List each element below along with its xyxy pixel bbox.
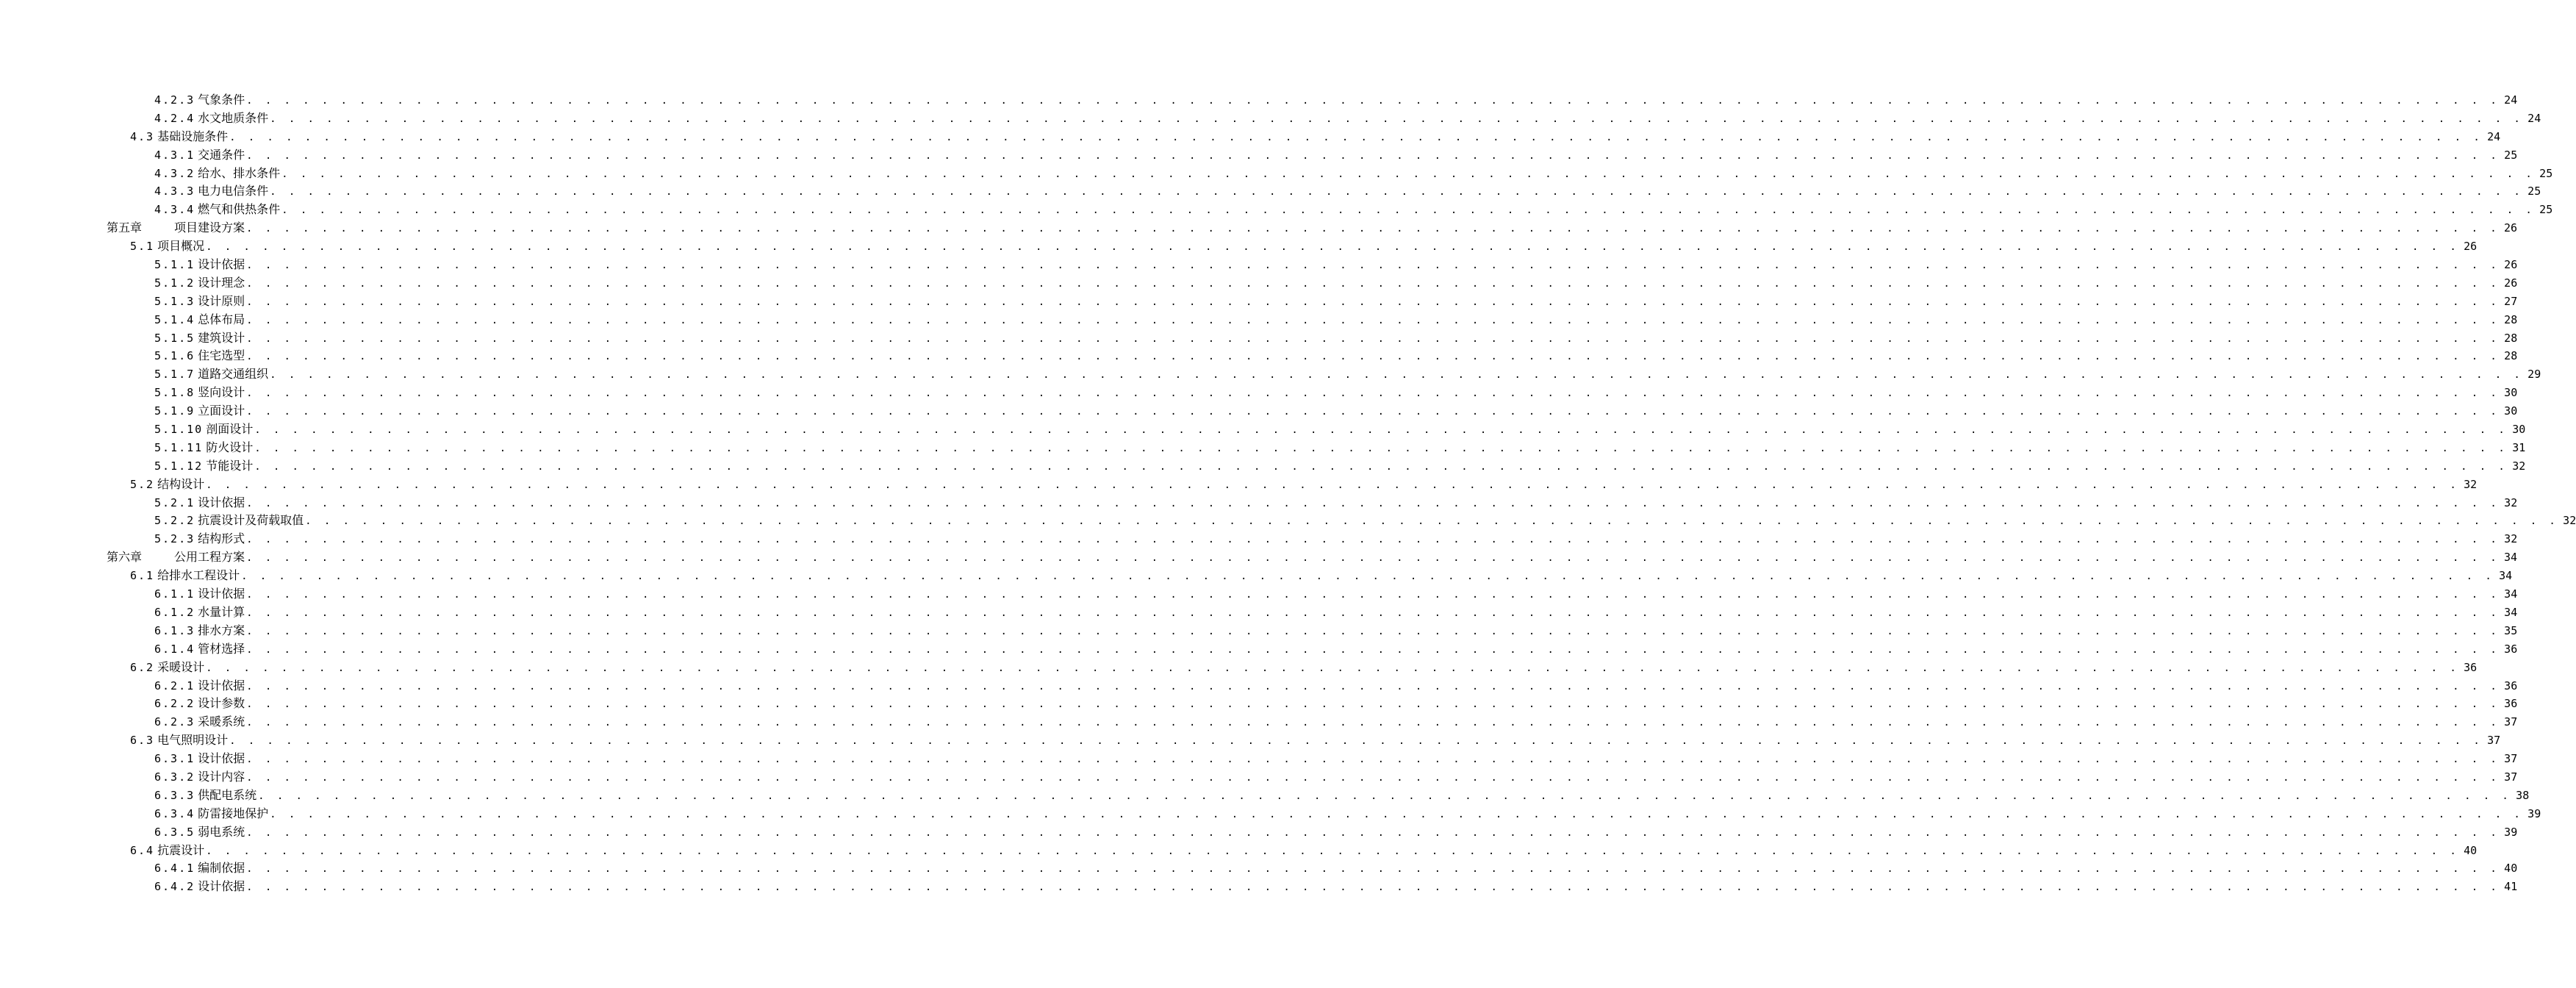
toc-entry-page: 32 (2512, 459, 2526, 473)
toc-dot-leader: . . . . . . . . . . . . . . . . . . . . . . . . . . . . . . . . . . . . . . . . . . . . . . . . . . . . . . . . . . . . . . . . . . . . . . . . . . . . . . . . . . . . . . . . . . . . . . . . . . . . . . . . . . . . . . . . . . . . . . . . (206, 845, 2460, 857)
toc-entry[interactable] (0, 384, 2518, 402)
toc-entry-title: 设计依据 (198, 587, 245, 601)
toc-entry-title: 竖向设计 (198, 385, 245, 400)
table-of-contents (0, 91, 2576, 896)
toc-dot-leader: . . . . . . . . . . . . . . . . . . . . . . . . . . . . . . . . . . . . . . . . . . . . . . . . . . . . . . . . . . . . . . . . . . . . . . . . . . . . . . . . . . . . . . . . . . . . . . . . . . . . . . . . . . . . . . . . . . . . . . . . (246, 881, 2500, 894)
toc-entry-number: 5.2.1 (154, 495, 195, 509)
toc-entry-page: 37 (2487, 734, 2501, 748)
toc-entry-number: 6.4 (130, 843, 155, 857)
toc-entry[interactable] (0, 823, 2518, 842)
toc-dot-leader: . . . . . . . . . . . . . . . . . . . . . . . . . . . . . . . . . . . . . . . . . . . . . . . . . . . . . . . . . . . . . . . . . . . . . . . . . . . . . . . . . . . . . . . . . . . . . . . . . . . . . . . . . . . . . . . . . . . . . . . . (270, 369, 2524, 382)
toc-entry[interactable] (0, 439, 2526, 457)
toc-entry-title: 节能设计 (206, 458, 254, 473)
toc-entry-line (154, 713, 2518, 731)
toc-entry-line (154, 768, 2518, 787)
toc-entry-line (154, 585, 2518, 604)
toc-entry-line (154, 677, 2518, 695)
toc-entry-title: 防雷接地保护 (198, 806, 269, 820)
toc-entry-line (154, 201, 2553, 219)
toc-entry-line (154, 274, 2518, 293)
toc-dot-leader: . . . . . . . . . . . . . . . . . . . . . . . . . . . . . . . . . . . . . . . . . . . . . . . . . . . . . . . . . . . . . . . . . . . . . . . . . . . . . . . . . . . . . . . . . . . . . . . . . . . . . . . . . . . . . . . . . . . . . . . . (246, 826, 2500, 839)
toc-entry-line (154, 878, 2518, 896)
toc-entry[interactable] (0, 585, 2518, 604)
toc-entry-title: 给排水工程设计 (157, 568, 240, 583)
toc-entry-number: 5.1.12 (154, 459, 204, 473)
toc-entry-line (130, 659, 2478, 677)
toc-entry-page: 30 (2512, 423, 2526, 437)
toc-dot-leader: . . . . . . . . . . . . . . . . . . . . . . . . . . . . . . . . . . . . . . . . . . . . . . . . . . . . . . . . . . . . . . . . . . . . . . . . . . . . . . . . . . . . . . . . . . . . . . . . . . . . . . . . . . . . . . . . . . . . . . . . (246, 625, 2500, 637)
toc-dot-leader: . . . . . . . . . . . . . . . . . . . . . . . . . . . . . . . . . . . . . . . . . . . . . . . . . . . . . . . . . . . . . . . . . . . . . . . . . . . . . . . . . . . . . . . . . . . . . . . . . . . . . . . . . . . . . . . . . . . . . . . . (206, 479, 2460, 491)
toc-dot-leader: . . . . . . . . . . . . . . . . . . . . . . . . . . . . . . . . . . . . . . . . . . . . . . . . . . . . . . . . . . . . . . . . . . . . . . . . . . . . . . . . . . . . . . . . . . . . . . . . . . . . . . . . . . . . . . . . . . . . . . . . (246, 387, 2500, 400)
toc-entry[interactable] (0, 201, 2553, 219)
toc-entry-number: 4.3 (130, 129, 155, 143)
toc-entry-page: 37 (2504, 752, 2518, 766)
toc-entry-title: 采暖设计 (157, 659, 205, 674)
toc-entry-number: 6.3.2 (154, 770, 195, 784)
toc-dot-leader: . . . . . . . . . . . . . . . . . . . . . . . . . . . . . . . . . . . . . . . . . . . . . . . . . . . . . . . . . . . . . . . . . . . . . . . . . . . . . . . . . . . . . . . . . . . . . . . . . . . . . . . . . . . . . . . . . . . . . . . . (246, 863, 2500, 876)
toc-entry[interactable] (0, 402, 2518, 420)
toc-entry-number: 6.1.3 (154, 623, 195, 637)
toc-entry-line (154, 347, 2518, 365)
toc-entry-title: 设计依据 (198, 257, 245, 272)
toc-entry-line (154, 91, 2518, 110)
toc-entry[interactable] (0, 750, 2518, 768)
toc-dot-leader: . . . . . . . . . . . . . . . . . . . . . . . . . . . . . . . . . . . . . . . . . . . . . . . . . . . . . . . . . . . . . . . . . . . . . . . . . . . . . . . . . . . . . . . . . . . . . . . . . . . . . . . . . . . . . . . . . . . . . . . . (246, 589, 2500, 601)
toc-entry-title: 抗震设计 (157, 842, 205, 857)
toc-dot-leader: . . . . . . . . . . . . . . . . . . . . . . . . . . . . . . . . . . . . . . . . . . . . . . . . . . . . . . . . . . . . . . . . . . . . . . . . . . . . . . . . . . . . . . . . . . . . . . . . . . . . . . . . . . . . . . . . . . . . . . . . (254, 442, 2508, 454)
toc-entry-title: 建筑设计 (198, 330, 245, 345)
toc-entry-line (154, 439, 2526, 457)
toc-entry-title: 项目建设方案 (174, 221, 245, 235)
toc-entry-number: 5.1.10 (154, 423, 204, 437)
toc-entry[interactable] (0, 293, 2518, 311)
toc-entry-number: 6.4.2 (154, 880, 195, 894)
toc-entry-number: 5.1.2 (154, 276, 195, 290)
toc-entry-title: 设计理念 (198, 275, 245, 290)
toc-entry-line (130, 237, 2478, 256)
toc-entry-title: 总体布局 (198, 312, 245, 326)
toc-entry-page: 24 (2527, 111, 2541, 125)
toc-entry-number: 5.1.6 (154, 349, 195, 363)
toc-entry[interactable] (0, 256, 2518, 274)
toc-entry-line (154, 494, 2518, 512)
toc-dot-leader: . . . . . . . . . . . . . . . . . . . . . . . . . . . . . . . . . . . . . . . . . . . . . . . . . . . . . . . . . . . . . . . . . . . . . . . . . . . . . . . . . . . . . . . . . . . . . . . . . . . . . . . . . . . . . . . . . . . . . . . . (246, 680, 2500, 692)
toc-entry[interactable] (0, 274, 2518, 293)
toc-entry-page: 28 (2504, 331, 2518, 345)
toc-entry-page: 36 (2504, 697, 2518, 711)
toc-entry-page: 40 (2464, 843, 2478, 857)
toc-dot-leader: . . . . . . . . . . . . . . . . . . . . . . . . . . . . . . . . . . . . . . . . . . . . . . . . . . . . . . . . . . . . . . . . . . . . . . . . . . . . . . . . . . . . . . . . . . . . . . . . . . . . . . . . . . . . . . . . . . . . . . . . (246, 296, 2500, 308)
toc-entry-line (130, 476, 2478, 494)
toc-entry[interactable] (0, 731, 2501, 750)
toc-entry-number: 6.1.2 (154, 605, 195, 619)
toc-dot-leader: . . . . . . . . . . . . . . . . . . . . . . . . . . . . . . . . . . . . . . . . . . . . . . . . . . . . . . . . . . . . . . . . . . . . . . . . . . . . . . . . . . . . . . . . . . . . . . . . . . . . . . . . . . . . . . . . . . . . . . . . (246, 552, 2500, 565)
toc-dot-leader: . . . . . . . . . . . . . . . . . . . . . . . . . . . . . . . . . . . . . . . . . . . . . . . . . . . . . . . . . . . . . . . . . . . . . . . . . . . . . . . . . . . . . . . . . . . . . . . . . . . . . . . . . . . . . . . . . . . . . . . . (246, 753, 2500, 766)
toc-entry-page: 24 (2487, 129, 2501, 143)
toc-entry[interactable] (0, 457, 2526, 476)
toc-entry-number: 5.1.8 (154, 386, 195, 400)
toc-entry-number: 第五章 (107, 221, 143, 235)
toc-entry-title: 水文地质条件 (198, 110, 269, 125)
toc-entry[interactable] (0, 365, 2541, 384)
toc-entry-title: 电气照明设计 (157, 733, 229, 748)
toc-dot-leader: . . . . . . . . . . . . . . . . . . . . . . . . . . . . . . . . . . . . . . . . . . . . . . . . . . . . . . . . . . . . . . . . . . . . . . . . . . . . . . . . . . . . . . . . . . . . . . . . . . . . . . . . . . . . . . . . . . . . . . . . (246, 332, 2500, 345)
toc-entry[interactable] (0, 420, 2526, 439)
toc-entry-line (154, 604, 2518, 622)
toc-entry-page: 34 (2499, 569, 2513, 583)
toc-entry-title: 供配电系统 (198, 787, 257, 802)
toc-entry-number: 5.1 (130, 240, 155, 254)
toc-dot-leader: . . . . . . . . . . . . . . . . . . . . . . . . . . . . . . . . . . . . . . . . . . . . . . . . . . . . . . . . . . . . . . . . . . . . . . . . . . . . . . . . . . . . . . . . . . . . . . . . . . . . . . . . . . . . . . . . . . . . . . . . (281, 168, 2536, 180)
toc-entry-number: 第六章 (107, 550, 143, 565)
toc-entry[interactable] (0, 805, 2541, 823)
toc-entry-title: 防火设计 (206, 440, 254, 454)
toc-entry-line (154, 512, 2576, 530)
toc-entry[interactable] (0, 677, 2518, 695)
toc-entry-line (154, 182, 2541, 201)
toc-entry-line (130, 731, 2501, 750)
toc-entry-page: 39 (2504, 825, 2518, 839)
toc-entry-page: 37 (2504, 770, 2518, 784)
toc-entry[interactable] (0, 128, 2501, 146)
toc-entry-title: 设计依据 (198, 495, 245, 509)
toc-dot-leader: . . . . . . . . . . . . . . . . . . . . . . . . . . . . . . . . . . . . . . . . . . . . . . . . . . . . . . . . . . . . . . . . . . . . . . . . . . . . . . . . . . . . . . . . . . . . . . . . . . . . . . . . . . . . . . . . . . . . . . . . (270, 112, 2524, 125)
toc-entry-page: 36 (2504, 642, 2518, 656)
toc-dot-leader: . . . . . . . . . . . . . . . . . . . . . . . . . . . . . . . . . . . . . . . . . . . . . . . . . . . . . . . . . . . . . . . . . . . . . . . . . . . . . . . . . . . . . . . . . . . . . . . . . . . . . . . . . . . . . . . . . . . . . . . . (241, 570, 2495, 583)
toc-entry-number: 6.4.1 (154, 862, 195, 876)
toc-entry[interactable] (0, 640, 2518, 659)
toc-entry-line (154, 805, 2541, 823)
toc-entry-page: 34 (2504, 551, 2518, 565)
toc-entry[interactable] (0, 859, 2518, 878)
toc-entry[interactable] (0, 622, 2518, 640)
toc-entry[interactable] (0, 713, 2518, 731)
toc-entry-line (130, 842, 2478, 860)
toc-entry[interactable] (0, 548, 2518, 567)
toc-entry-title: 立面设计 (198, 404, 245, 418)
toc-entry-title: 弱电系统 (198, 824, 245, 839)
toc-entry[interactable] (0, 219, 2518, 237)
toc-entry[interactable] (0, 182, 2541, 201)
toc-entry-line (154, 365, 2541, 384)
toc-entry[interactable] (0, 512, 2576, 530)
toc-entry-page: 26 (2504, 221, 2518, 235)
toc-dot-leader: . . . . . . . . . . . . . . . . . . . . . . . . . . . . . . . . . . . . . . . . . . . . . . . . . . . . . . . . . . . . . . . . . . . . . . . . . . . . . . . . . . . . . . . . . . . . . . . . . . . . . . . . . . . . . . . . . . . . . . . . (270, 808, 2524, 820)
toc-entry-title: 排水方案 (198, 623, 245, 637)
toc-entry-number: 6.1.1 (154, 587, 195, 601)
toc-dot-leader: . . . . . . . . . . . . . . . . . . . . . . . . . . . . . . . . . . . . . . . . . . . . . . . . . . . . . . . . . . . . . . . . . . . . . . . . . . . . . . . . . . . . . . . . . . . . . . . . . . . . . . . . . . . . . . . . . . . . . . . . (246, 771, 2500, 784)
toc-entry[interactable] (0, 476, 2478, 494)
toc-entry-page: 24 (2504, 93, 2518, 107)
toc-entry-title: 水量计算 (198, 604, 245, 619)
toc-entry[interactable] (0, 165, 2553, 183)
toc-entry-page: 34 (2504, 605, 2518, 619)
toc-entry-title: 公用工程方案 (174, 550, 245, 565)
toc-entry[interactable] (0, 347, 2518, 365)
toc-entry-title: 设计依据 (198, 751, 245, 766)
toc-dot-leader: . . . . . . . . . . . . . . . . . . . . . . . . . . . . . . . . . . . . . . . . . . . . . . . . . . . . . . . . . . . . . . . . . . . . . . . . . . . . . . . . . . . . . . . . . . . . . . . . . . . . . . . . . . . . . . . . . . . . . . . . (229, 131, 2483, 143)
toc-dot-leader: . . . . . . . . . . . . . . . . . . . . . . . . . . . . . . . . . . . . . . . . . . . . . . . . . . . . . . . . . . . . . . . . . . . . . . . . . . . . . . . . . . . . . . . . . . . . . . . . . . . . . . . . . . . . . . . . . . . . . . . . (229, 735, 2483, 748)
toc-entry-number: 6.3.5 (154, 825, 195, 839)
toc-dot-leader: . . . . . . . . . . . . . . . . . . . . . . . . . . . . . . . . . . . . . . . . . . . . . . . . . . . . . . . . . . . . . . . . . . . . . . . . . . . . . . . . . . . . . . . . . . . . . . . . . . . . . . . . . . . . . . . . . . . . . . . . (246, 606, 2500, 619)
toc-entry-page: 36 (2504, 679, 2518, 692)
toc-entry-title: 设计参数 (198, 696, 245, 711)
toc-dot-leader: . . . . . . . . . . . . . . . . . . . . . . . . . . . . . . . . . . . . . . . . . . . . . . . . . . . . . . . . . . . . . . . . . . . . . . . . . . . . . . . . . . . . . . . . . . . . . . . . . . . . . . . . . . . . . . . . . . . . . . . . (281, 204, 2536, 217)
toc-entry-number: 4.3.2 (154, 166, 195, 180)
toc-entry[interactable] (0, 329, 2518, 348)
toc-entry-line (154, 384, 2518, 402)
toc-entry-page: 32 (2504, 532, 2518, 546)
toc-entry-line (154, 859, 2518, 878)
toc-entry-page: 36 (2464, 660, 2478, 674)
toc-dot-leader: . . . . . . . . . . . . . . . . . . . . . . . . . . . . . . . . . . . . . . . . . . . . . . . . . . . . . . . . . . . . . . . . . . . . . . . . . . . . . . . . . . . . . . . . . . . . . . . . . . . . . . . . . . . . . . . . . . . . . . . . (254, 424, 2508, 437)
toc-entry[interactable] (0, 842, 2478, 860)
toc-entry-page: 32 (2563, 514, 2576, 528)
toc-entry[interactable] (0, 604, 2518, 622)
toc-dot-leader: . . . . . . . . . . . . . . . . . . . . . . . . . . . . . . . . . . . . . . . . . . . . . . . . . . . . . . . . . . . . . . . . . . . . . . . . . . . . . . . . . . . . . . . . . . . . . . . . . . . . . . . . . . . . . . . . . . . . . . . . (246, 717, 2500, 729)
toc-entry-line (154, 457, 2526, 476)
toc-dot-leader: . . . . . . . . . . . . . . . . . . . . . . . . . . . . . . . . . . . . . . . . . . . . . . . . . . . . . . . . . . . . . . . . . . . . . . . . . . . . . . . . . . . . . . . . . . . . . . . . . . . . . . . . . . . . . . . . . . . . . . . . (254, 460, 2508, 473)
toc-entry-line (154, 402, 2518, 420)
toc-entry-title: 采暖系统 (198, 715, 245, 729)
toc-entry[interactable] (0, 768, 2518, 787)
toc-entry-line (154, 622, 2518, 640)
toc-entry[interactable] (0, 311, 2518, 329)
toc-entry-page: 30 (2504, 404, 2518, 418)
toc-entry-page: 35 (2504, 623, 2518, 637)
toc-dot-leader: . . . . . . . . . . . . . . . . . . . . . . . . . . . . . . . . . . . . . . . . . . . . . . . . . . . . . . . . . . . . . . . . . . . . . . . . . . . . . . . . . . . . . . . . . . . . . . . . . . . . . . . . . . . . . . . . . . . . . . . . (246, 534, 2500, 546)
toc-entry-line (154, 695, 2518, 713)
toc-entry-number: 5.1.1 (154, 258, 195, 272)
toc-dot-leader: . . . . . . . . . . . . . . . . . . . . . . . . . . . . . . . . . . . . . . . . . . . . . . . . . . . . . . . . . . . . . . . . . . . . . . . . . . . . . . . . . . . . . . . . . . . . . . . . . . . . . . . . . . . . . . . . . . . . . . . . (246, 149, 2500, 162)
toc-entry[interactable] (0, 567, 2513, 585)
toc-entry-number: 4.2.4 (154, 111, 195, 125)
toc-entry[interactable] (0, 530, 2518, 548)
toc-entry-page: 32 (2464, 477, 2478, 491)
toc-entry-title: 气象条件 (198, 93, 245, 107)
toc-entry-page: 27 (2504, 294, 2518, 308)
toc-dot-leader: . . . . . . . . . . . . . . . . . . . . . . . . . . . . . . . . . . . . . . . . . . . . . . . . . . . . . . . . . . . . . . . . . . . . . . . . . . . . . . . . . . . . . . . . . . . . . . . . . . . . . . . . . . . . . . . . . . . . . . . . (246, 95, 2500, 107)
toc-entry-page: 40 (2504, 862, 2518, 876)
toc-entry-number: 4.3.1 (154, 148, 195, 162)
toc-entry-page: 26 (2464, 240, 2478, 254)
toc-entry[interactable] (0, 110, 2541, 128)
toc-entry-number: 6.3.3 (154, 788, 195, 802)
toc-dot-leader: . . . . . . . . . . . . . . . . . . . . . . . . . . . . . . . . . . . . . . . . . . . . . . . . . . . . . . . . . . . . . . . . . . . . . . . . . . . . . . . . . . . . . . . . . . . . . . . . . . . . . . . . . . . . . . . . . . . . . . . . (246, 277, 2500, 290)
toc-entry-line (107, 219, 2518, 237)
toc-entry[interactable] (0, 787, 2530, 805)
toc-entry-title: 编制依据 (198, 861, 245, 876)
toc-dot-leader: . . . . . . . . . . . . . . . . . . . . . . . . . . . . . . . . . . . . . . . . . . . . . . . . . . . . . . . . . . . . . . . . . . . . . . . . . . . . . . . . . . . . . . . . . . . . . . . . . . . . . . . . . . . . . . . . . . . . . . . . (206, 662, 2460, 674)
toc-entry-page: 41 (2504, 880, 2518, 894)
toc-entry-page: 26 (2504, 258, 2518, 272)
toc-dot-leader: . . . . . . . . . . . . . . . . . . . . . . . . . . . . . . . . . . . . . . . . . . . . . . . . . . . . . . . . . . . . . . . . . . . . . . . . . . . . . . . . . . . . . . . . . . . . . . . . . . . . . . . . . . . . . . . . . . . . . . . . (246, 314, 2500, 326)
toc-entry-line (154, 165, 2553, 183)
toc-entry-page: 28 (2504, 349, 2518, 363)
toc-entry-title: 燃气和供热条件 (198, 202, 281, 217)
toc-entry-number: 6.2 (130, 660, 155, 674)
toc-entry-number: 5.1.3 (154, 294, 195, 308)
toc-dot-leader: . . . . . . . . . . . . . . . . . . . . . . . . . . . . . . . . . . . . . . . . . . . . . . . . . . . . . . . . . . . . . . . . . . . . . . . . . . . . . . . . . . . . . . . . . . . . . . . . . . . . . . . . . . . . . . . . . . . . . . . . (246, 497, 2500, 509)
toc-dot-leader: . . . . . . . . . . . . . . . . . . . . . . . . . . . . . . . . . . . . . . . . . . . . . . . . . . . . . . . . . . . . . . . . . . . . . . . . . . . . . . . . . . . . . . . . . . . . . . . . . . . . . . . . . . . . . . . . . . . . . . . . (246, 698, 2500, 711)
toc-entry-page: 26 (2504, 276, 2518, 290)
toc-entry-page: 25 (2539, 203, 2553, 217)
toc-dot-leader: . . . . . . . . . . . . . . . . . . . . . . . . . . . . . . . . . . . . . . . . . . . . . . . . . . . . . . . . . . . . . . . . . . . . . . . . . . . . . . . . . . . . . . . . . . . . . . . . . . . . . . . . . . . . . . . . . . . . . . . . (246, 406, 2500, 418)
toc-entry[interactable] (0, 91, 2518, 110)
toc-entry[interactable] (0, 659, 2478, 677)
toc-entry-line (130, 567, 2513, 585)
toc-dot-leader: . . . . . . . . . . . . . . . . . . . . . . . . . . . . . . . . . . . . . . . . . . . . . . . . . . . . . . . . . . . . . . . . . . . . . . . . . . . . . . . . . . . . . . . . . . . . . . . . . . . . . . . . . . . . . . . . . . . . . . . . (305, 515, 2559, 528)
toc-entry-number: 6.2.3 (154, 715, 195, 729)
toc-entry-page: 25 (2539, 166, 2553, 180)
toc-entry-number: 5.1.9 (154, 404, 195, 418)
toc-entry-line (154, 823, 2518, 842)
toc-entry-page: 39 (2527, 806, 2541, 820)
toc-dot-leader: . . . . . . . . . . . . . . . . . . . . . . . . . . . . . . . . . . . . . . . . . . . . . . . . . . . . . . . . . . . . . . . . . . . . . . . . . . . . . . . . . . . . . . . . . . . . . . . . . . . . . . . . . . . . . . . . . . . . . . . . (246, 223, 2500, 235)
toc-entry-number: 6.1 (130, 569, 155, 583)
toc-entry-title: 剖面设计 (206, 422, 254, 437)
toc-entry-number: 4.2.3 (154, 93, 195, 107)
toc-entry-title: 住宅选型 (198, 348, 245, 363)
toc-dot-leader: . . . . . . . . . . . . . . . . . . . . . . . . . . . . . . . . . . . . . . . . . . . . . . . . . . . . . . . . . . . . . . . . . . . . . . . . . . . . . . . . . . . . . . . . . . . . . . . . . . . . . . . . . . . . . . . . . . . . . . . . (246, 351, 2500, 363)
toc-entry-number: 5.2.3 (154, 532, 195, 546)
toc-entry-title: 设计内容 (198, 769, 245, 784)
toc-entry-page: 25 (2527, 185, 2541, 198)
toc-entry[interactable] (0, 237, 2478, 256)
toc-entry-page: 31 (2512, 440, 2526, 454)
toc-dot-leader: . . . . . . . . . . . . . . . . . . . . . . . . . . . . . . . . . . . . . . . . . . . . . . . . . . . . . . . . . . . . . . . . . . . . . . . . . . . . . . . . . . . . . . . . . . . . . . . . . . . . . . . . . . . . . . . . . . . . . . . . (246, 643, 2500, 656)
toc-entry-title: 电力电信条件 (198, 184, 269, 198)
toc-entry-number: 5.2.2 (154, 514, 195, 528)
toc-dot-leader: . . . . . . . . . . . . . . . . . . . . . . . . . . . . . . . . . . . . . . . . . . . . . . . . . . . . . . . . . . . . . . . . . . . . . . . . . . . . . . . . . . . . . . . . . . . . . . . . . . . . . . . . . . . . . . . . . . . . . . . . (246, 259, 2500, 272)
toc-entry-title: 管材选择 (198, 641, 245, 656)
toc-entry-number: 6.2.2 (154, 697, 195, 711)
toc-entry-page: 30 (2504, 386, 2518, 400)
toc-dot-leader: . . . . . . . . . . . . . . . . . . . . . . . . . . . . . . . . . . . . . . . . . . . . . . . . . . . . . . . . . . . . . . . . . . . . . . . . . . . . . . . . . . . . . . . . . . . . . . . . . . . . . . . . . . . . . . . . . . . . . . . . (258, 790, 2512, 802)
toc-entry-page: 29 (2527, 368, 2541, 382)
toc-entry-title: 设计原则 (198, 293, 245, 308)
toc-entry-title: 基础设施条件 (157, 129, 229, 143)
toc-entry-line (154, 329, 2518, 348)
toc-entry-title: 道路交通组织 (198, 367, 269, 382)
toc-entry-title: 项目概况 (157, 239, 205, 254)
toc-entry-line (154, 530, 2518, 548)
toc-entry-title: 设计依据 (198, 879, 245, 894)
toc-entry-title: 交通条件 (198, 147, 245, 162)
toc-entry-number: 5.1.4 (154, 312, 195, 326)
toc-entry-page: 28 (2504, 312, 2518, 326)
toc-entry-number: 5.1.11 (154, 440, 204, 454)
toc-entry-title: 设计依据 (198, 678, 245, 692)
toc-entry-line (154, 146, 2518, 165)
toc-entry-line (107, 548, 2518, 567)
toc-dot-leader: . . . . . . . . . . . . . . . . . . . . . . . . . . . . . . . . . . . . . . . . . . . . . . . . . . . . . . . . . . . . . . . . . . . . . . . . . . . . . . . . . . . . . . . . . . . . . . . . . . . . . . . . . . . . . . . . . . . . . . . . (270, 186, 2524, 198)
toc-entry-line (154, 311, 2518, 329)
toc-entry-number: 4.3.4 (154, 203, 195, 217)
toc-entry[interactable] (0, 878, 2518, 896)
toc-entry-line (130, 128, 2501, 146)
toc-entry-number: 5.2 (130, 477, 155, 491)
toc-entry-page: 38 (2516, 788, 2530, 802)
toc-entry-number: 6.3 (130, 734, 155, 748)
toc-entry-line (154, 293, 2518, 311)
toc-entry[interactable] (0, 695, 2518, 713)
toc-entry-page: 37 (2504, 715, 2518, 729)
toc-dot-leader: . . . . . . . . . . . . . . . . . . . . . . . . . . . . . . . . . . . . . . . . . . . . . . . . . . . . . . . . . . . . . . . . . . . . . . . . . . . . . . . . . . . . . . . . . . . . . . . . . . . . . . . . . . . . . . . . . . . . . . . . (206, 241, 2460, 254)
toc-entry-number: 6.3.4 (154, 806, 195, 820)
toc-entry-title: 结构设计 (157, 476, 205, 491)
toc-entry-page: 34 (2504, 587, 2518, 601)
toc-entry-number: 4.3.3 (154, 185, 195, 198)
toc-entry-number: 6.3.1 (154, 752, 195, 766)
toc-entry-title: 结构形式 (198, 531, 245, 546)
toc-entry-title: 给水、排水条件 (198, 165, 281, 180)
toc-entry-page: 32 (2504, 495, 2518, 509)
toc-entry-number: 5.1.5 (154, 331, 195, 345)
toc-entry[interactable] (0, 146, 2518, 165)
toc-entry-page: 25 (2504, 148, 2518, 162)
toc-entry-line (154, 110, 2541, 128)
toc-entry-number: 5.1.7 (154, 368, 195, 382)
toc-entry[interactable] (0, 494, 2518, 512)
toc-entry-line (154, 640, 2518, 659)
toc-entry-number: 6.1.4 (154, 642, 195, 656)
toc-entry-line (154, 256, 2518, 274)
toc-entry-line (154, 420, 2526, 439)
toc-entry-line (154, 750, 2518, 768)
toc-entry-title: 抗震设计及荷载取值 (198, 513, 304, 528)
toc-entry-line (154, 787, 2530, 805)
toc-entry-number: 6.2.1 (154, 679, 195, 692)
